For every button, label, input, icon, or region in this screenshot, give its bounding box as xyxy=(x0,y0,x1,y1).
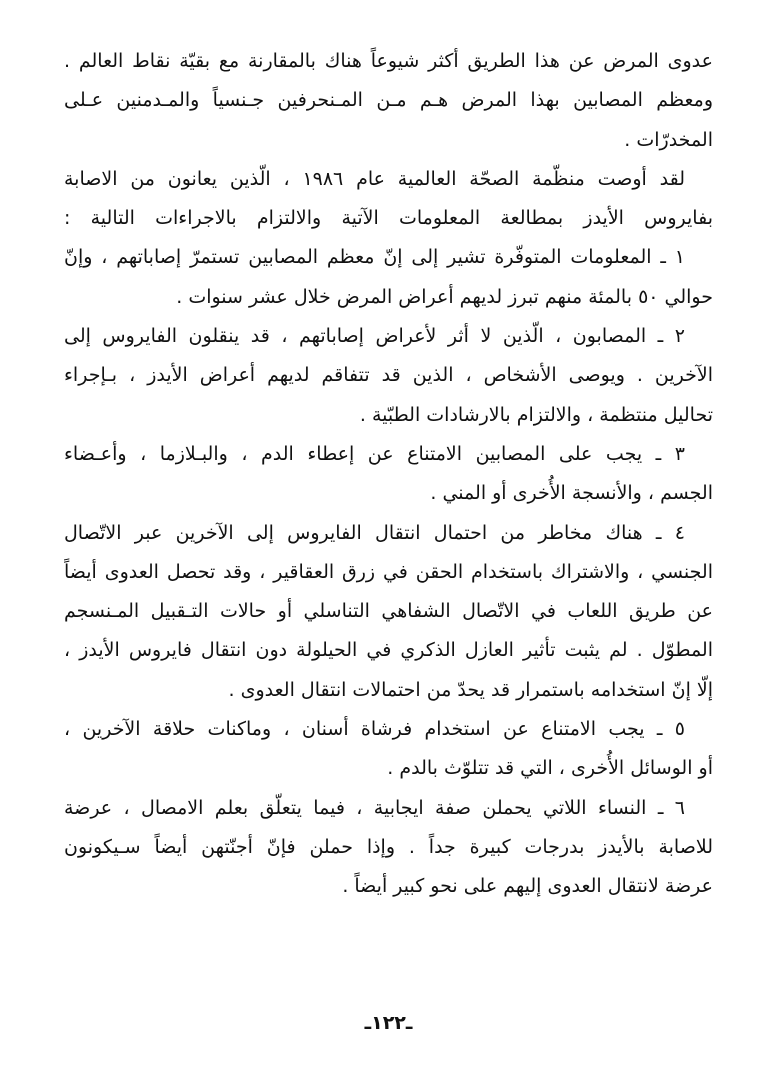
text-line: لقد أوصت منظّمة الصحّة العالمية عام ١٩٨٦ ، الّذين يعانون من الاصابة xyxy=(64,167,686,190)
text-line: ٤ ـ هناك مخاطر من احتمال انتقال الفايروس إلى الآخرين عبر الاتّصال xyxy=(64,521,685,544)
page-number: ـ١٢٢ـ xyxy=(364,1012,413,1034)
text-line: عن طريق اللعاب في الاتّصال الشفاهي التناسلي أو حالات التـقبيل المـنسجم xyxy=(64,600,713,623)
text-line: المخدرّات . xyxy=(624,128,713,151)
text-line: عدوى المرض عن هذا الطريق أكثر شيوعاً هناك بالمقارنة مع بقيّة نقاط العالم . xyxy=(64,50,713,72)
text-line: إلّا إنّ استخدامه باستمرار قد يحدّ من احتمالات انتقال العدوى . xyxy=(228,678,713,701)
text-line: الآخرين . ويوصى الأشخاص ، الذين قد تتفاقم لديهم أعراض الأيدز ، بـإجراء xyxy=(64,364,713,387)
text-line: تحاليل منتظمة ، والالتزام بالارشادات الطبّية . xyxy=(359,403,713,426)
text-line: حوالي ٥٠ بالمئة منهم تبرز لديهم أعراض المرض خلال عشر سنوات . xyxy=(176,285,713,308)
text-line: ٦ ـ النساء اللاتي يحملن صفة ايجابية ، فيما يتعلّق بعلم الامصال ، عرضة xyxy=(64,796,685,819)
text-line: أو الوسائل الأُخرى ، التي قد تتلوّث بالدم . xyxy=(387,757,713,780)
text-line: عرضة لانتقال العدوى إليهم على نحو كبير أيضاً . xyxy=(342,875,713,898)
text-line: الجسم ، والأنسجة الأُخرى أو المني . xyxy=(430,482,713,505)
text-line: بفايروس الأيدز بمطالعة المعلومات الآتية والالتزام بالاجراءات التالية : xyxy=(64,207,713,230)
text-line: الجنسي ، والاشتراك باستخدام الحقن في زرق العقاقير ، وقد تحصل العدوى أيضاً xyxy=(64,560,713,583)
text-line: ٢ ـ المصابون ، الّذين لا أثر لأعراض إصاباتهم ، قد ينقلون الفايروس إلى xyxy=(64,325,685,348)
text-line: ومعظم المصابين بهذا المرض هـم مـن المـنحرفين جـنسياً والمـدمنين عـلى xyxy=(64,89,713,112)
text-line: للاصابة بالأيدز بدرجات كبيرة جداً . وإذا حملن فإنّ أجنّتهن أيضاً سـيكونون xyxy=(64,835,713,858)
text-line: ٣ ـ يجب على المصابين الامتناع عن إعطاء الدم ، والبـلازما ، وأعـضاء xyxy=(64,442,685,465)
text-line: ٥ ـ يجب الامتناع عن استخدام فرشاة أسنان ، وماكنات حلاقة الآخرين ، xyxy=(64,718,685,741)
body-text xyxy=(64,42,713,907)
text-line: المطوّل . لم يثبت تأثير العازل الذكري في الحيلولة دون انتقال فايروس الأيدز ، xyxy=(64,639,713,662)
text-line: ١ ـ المعلومات المتوفّرة تشير إلى إنّ معظم المصابين تستمرّ إصاباتهم ، وإنّ xyxy=(64,246,685,269)
